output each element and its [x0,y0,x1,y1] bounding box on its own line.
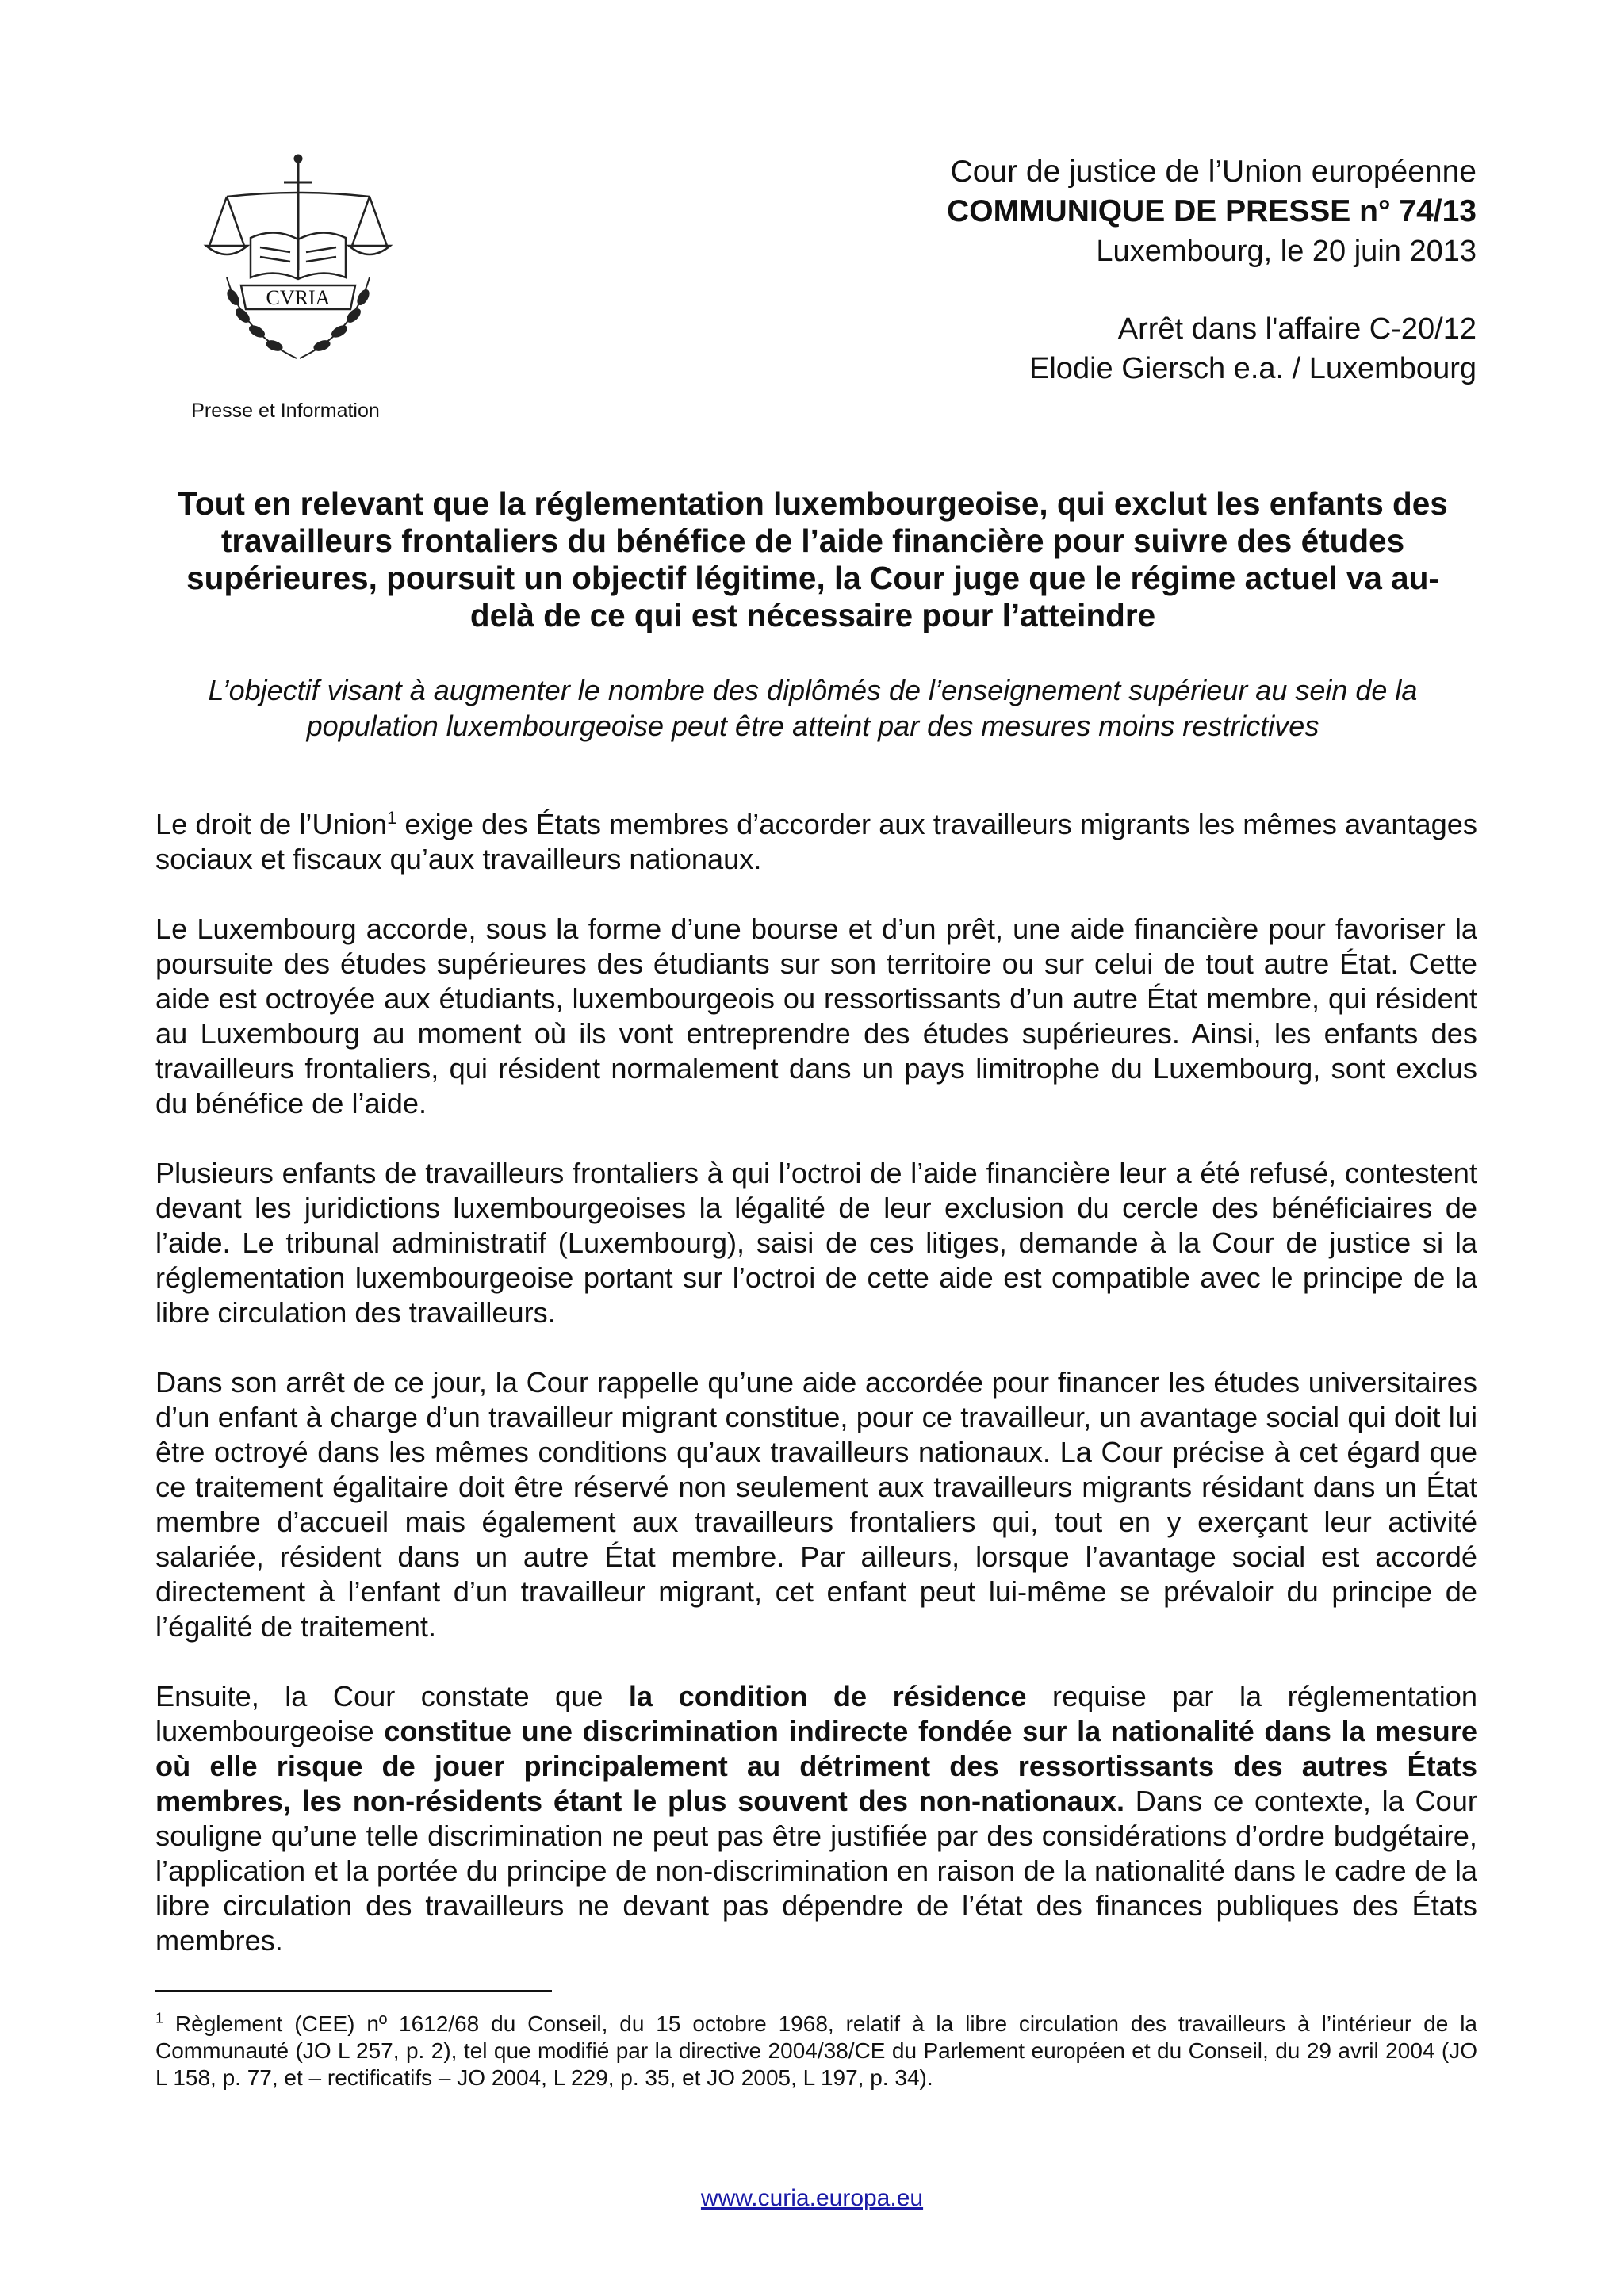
book-icon [251,232,346,279]
paragraph-2: Le Luxembourg accorde, sous la forme d’une bourse et d’un prêt, une aide financière pour favoriser la poursuite des études supérieures des étudiants sur son territoire ou sur celui de tout autre État. Cette aide est octroyée aux étudiants, luxembourgeois ou ressortissants d’un autre État membre, qui résident au Luxembourg au moment où ils vont entreprendre des études supérieures. Ainsi, les enfants des travailleurs frontaliers, qui résident normalement dans un pays limitrophe du Luxembourg, sont exclus du bénéfice de l’aide. [155,913,1477,1119]
headline-line: Tout en relevant que la réglementation luxembourgeoise, qui exclut les enfants des [178,485,1448,522]
header-block [604,152,1477,388]
case-parties: Elodie Giersch e.a. / Luxembourg [1029,352,1477,385]
footnote-text: Règlement (CEE) nº 1612/68 du Conseil, du 15 octobre 1968, relatif à la libre circulation des travailleurs à l’intérieur de la Communauté (JO L 257, p. 2), tel que modifié par la directive 2004/38/CE du Parlement européen et du Conseil, du 29 avril 2004 (JO L 158, p. 77, et – rectificatifs – JO 2004, L 229, p. 35, et JO 2005, L 197, p. 34). [155,2011,1477,2090]
curia-website-link[interactable]: www.curia.europa.eu [700,2185,924,2211]
footnote-number: 1 [155,2010,164,2026]
footnote [155,2011,1477,2091]
headline-line: delà de ce qui est nécessaire pour l’atteindre [469,597,1156,633]
subheadline-line: L’objectif visant à augmenter le nombre des diplômés de l’enseignement supérieur au sein de la [208,674,1418,706]
subheadline [151,672,1475,744]
body-text [155,807,1477,1993]
press-release-number: COMMUNIQUE DE PRESSE n° 74/13 [947,194,1477,228]
headline [151,485,1475,634]
paragraph-5: Ensuite, la Cour constate que la condition de résidence requise par la réglementation luxembourgeoise constitue une discrimination indirecte fondée sur la nationalité dans la mesure où elle risque de jouer principalement au détriment des ressortissants des autres États membres, les non-résidents étant le plus souvent des non-nationaux. Dans ce contexte, la Cour souligne qu’une telle discrimination ne peut pas être justifiée par des considérations d’ordre budgétaire, l’application et la portée du principe de non-discrimination en raison de la nationalité dans le cadre de la libre circulation des travailleurs ne devant pas dépendre de l’état des finances publiques des États membres. [155,1680,1477,1957]
subheadline-line: population luxembourgeoise peut être atteint par des mesures moins restrictives [306,710,1320,742]
emphasis: la condition de résidence [628,1680,1027,1712]
headline-line: travailleurs frontaliers du bénéfice de l’aide financière pour suivre des études [220,522,1405,559]
court-name: Cour de justice de l’Union européenne [950,155,1477,189]
footnote-divider [155,1990,552,1992]
headline-line: supérieures, poursuit un objectif légitime, la Cour juge que le régime actuel va au- [186,560,1439,596]
paragraph-4: Dans son arrêt de ce jour, la Cour rappelle qu’une aide accordée pour financer les études universitaires d’un enfant à charge d’un travailleur migrant constitue, pour ce travailleur, un avantage social qui doit lui être octroyé dans les mêmes conditions qu’aux travailleurs nationaux. La Cour précise à cet égard que ce traitement égalitaire doit être réservé non seulement aux travailleurs migrants résidant dans un État membre d’accueil mais également aux travailleurs frontaliers qui, tout en y exerçant leur activité salariée, résident dans un autre État membre. Par ailleurs, lorsque l’avantage social est accordé directement à l’enfant d’un travailleur migrant, cet enfant peut lui-même se prévaloir du principe de l’égalité de traitement. [155,1366,1477,1643]
paragraph-3: Plusieurs enfants de travailleurs frontaliers à qui l’octroi de l’aide financière leur a été refusé, contestent devant les juridictions luxembourgeoises la légalité de leur exclusion du cercle des bénéficiaires de l’aide. Le tribunal administratif (Luxembourg), saisi de ces litiges, demande à la Cour de justice si la réglementation luxembourgeoise portant sur l’octroi de cette aide est compatible avec le principe de la libre circulation des travailleurs. [155,1157,1477,1329]
emphasis: constitue une discrimination indirecte fondée sur la nationalité dans la mesure où elle risque de jouer principalement au détriment des ressortissants des autres États membres, les non-résidents étant le plus souvent des non-nationaux. [155,1715,1477,1817]
footnote-ref[interactable]: 1 [387,807,397,828]
paragraph-1: Le droit de l’Union$^1$ exige des États membres d’accorder aux travailleurs migrants les mêmes avantages sociaux et fiscaux qu’aux travailleurs nationaux. [155,807,1477,875]
banner [241,285,355,309]
release-date: Luxembourg, le 20 juin 2013 [1096,235,1477,268]
curia-logo [195,151,401,365]
presse-info-label: Presse et Information [191,400,380,422]
case-reference: Arrêt dans l'affaire C-20/12 [1117,312,1477,346]
logo-text: CVRIA [266,286,331,309]
